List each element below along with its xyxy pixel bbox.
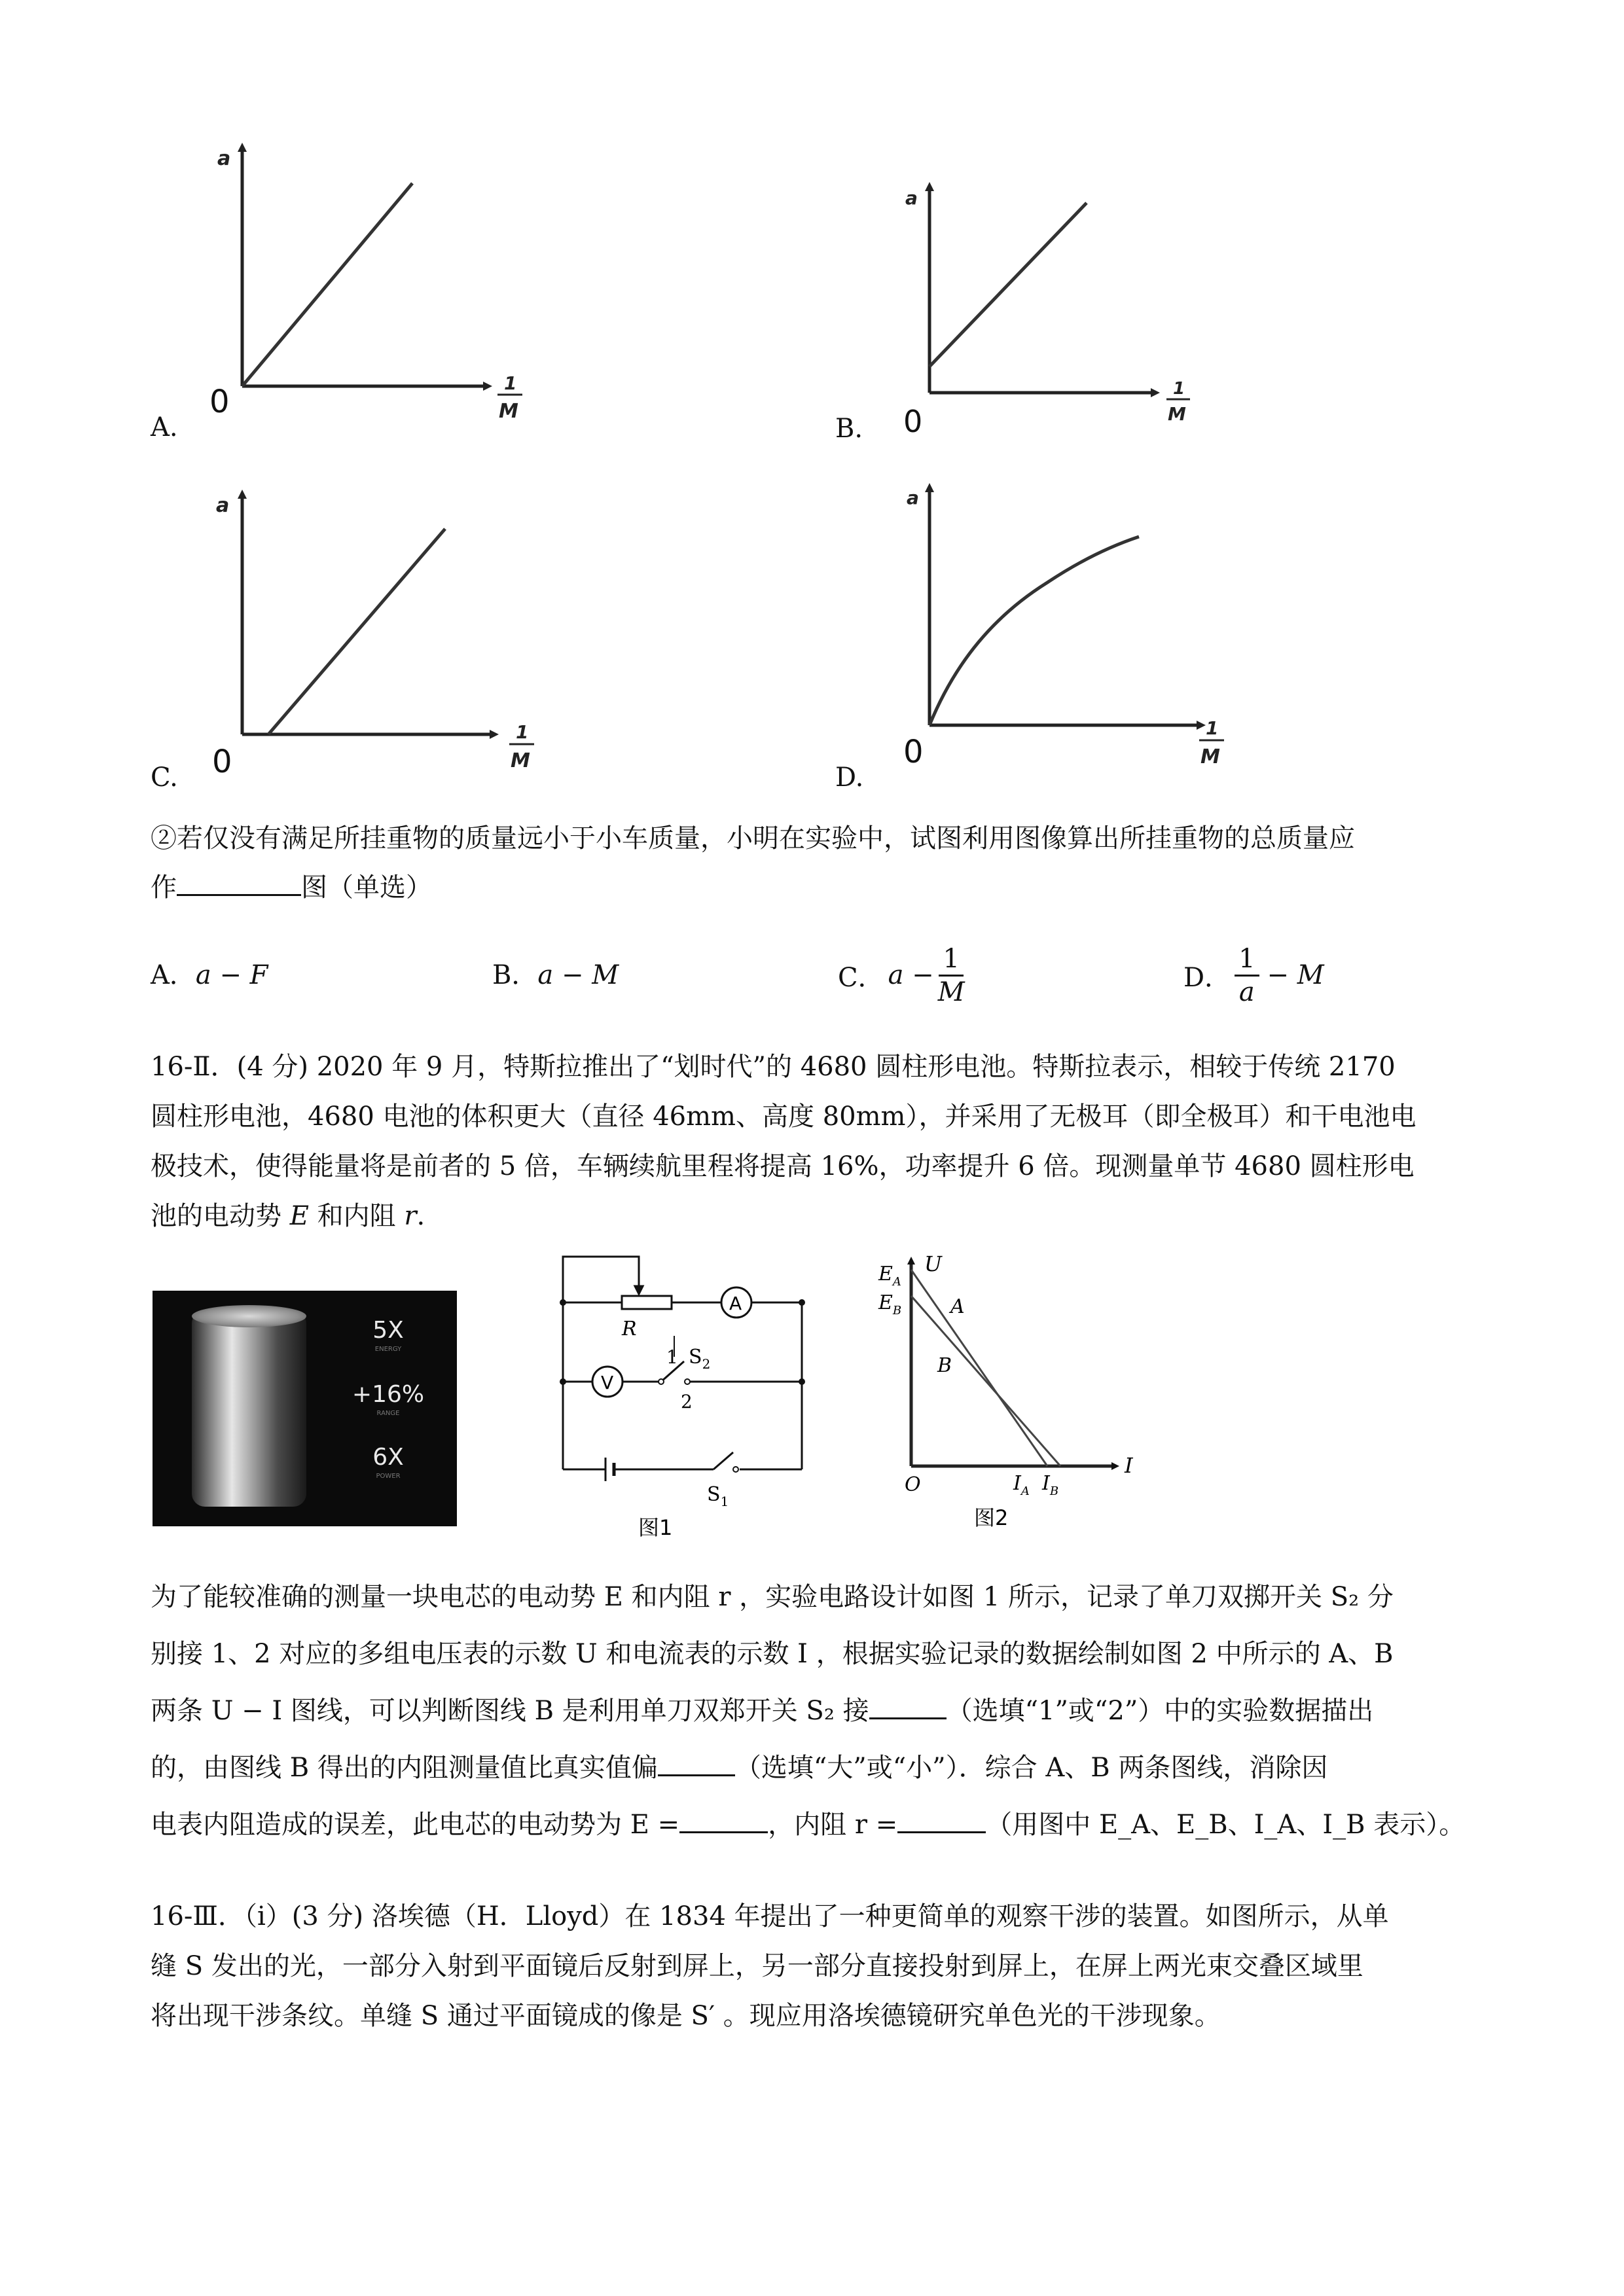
battery-stat-power: 6X: [372, 1444, 404, 1471]
q2-option-d-den: a: [1238, 977, 1255, 1007]
graph-b-plot: [831, 177, 1224, 452]
graph-a-plot: [144, 137, 537, 445]
fig2-line-A-label: A: [950, 1295, 965, 1318]
p16-2-line4-c: .: [416, 1201, 425, 1231]
fig1-contact-1: 1: [666, 1346, 678, 1368]
fig1-ammeter-label: A: [729, 1293, 742, 1314]
graph-c-x-num: 1: [516, 721, 529, 743]
graph-a-x-num: 1: [504, 372, 517, 394]
battery-sub-range: RANGE: [376, 1410, 400, 1417]
q2-option-b-expr: a − M: [537, 960, 619, 990]
para2-line5-c: （用图中 E_A、E_B、I_A、I_B 表示）。: [986, 1810, 1466, 1840]
q2-option-c-fraction: [938, 943, 965, 1008]
para2-line1: 为了能较准确的测量一块电芯的电动势 E 和内阻 r ，实验电路设计如图 1 所示，记录了单刀双掷开关 S₂ 分: [151, 1582, 1394, 1612]
para2-line4-b: （选填“大”或“小”）．综合 A、B 两条图线，消除因: [734, 1753, 1328, 1783]
graph-d-x-num: 1: [1206, 717, 1219, 739]
fig2-EB-label: $E_B$: [878, 1291, 902, 1318]
q2-option-d-fraction: [1235, 943, 1259, 1008]
graph-a-origin: 0: [209, 384, 230, 420]
para2-line4-a: 的，由图线 B 得出的内阻测量值比真实值偏: [151, 1753, 658, 1783]
q2-line2-suffix: 图（单选）: [301, 872, 432, 903]
para2-line3-a: 两条 U − I 图线，可以判断图线 B 是利用单刀双郑开关 S₂ 接: [151, 1696, 869, 1726]
para2-line3-b: （选填“1”或“2”）中的实验数据描出: [946, 1696, 1374, 1726]
fig2-line-B-label: B: [937, 1354, 952, 1377]
battery-sub-energy: ENERGY: [374, 1346, 402, 1353]
q2-answer-blank[interactable]: [177, 868, 301, 896]
p16-2-line4-b: 和内阻: [308, 1201, 405, 1231]
graph-b: [831, 177, 1224, 452]
graph-c: [144, 484, 550, 798]
fig1-S2-label: $S_2$: [689, 1346, 711, 1372]
graph-c-origin: 0: [212, 744, 232, 780]
fig2-I-label: I: [1125, 1453, 1133, 1478]
fig2-EA-label: $E_A$: [878, 1263, 901, 1289]
p16-3-line2: 缝 S 发出的光，一部分入射到平面镜后反射到屏上，另一部分直接投射到屏上，在屏上两光束交叠区域里: [151, 1951, 1363, 1981]
figure-1-svg: [550, 1253, 825, 1541]
p16-2-line3: 极技术，使得能量将是前者的 5 倍，车辆续航里程将提高 16%，功率提升 6 倍。现测量单节 4680 圆柱形电: [151, 1151, 1415, 1181]
figure-2-graph: [864, 1244, 1152, 1545]
q2-option-c-pre: a −: [888, 960, 934, 990]
fig2-U-label: U: [924, 1251, 942, 1276]
battery-sub-power: POWER: [376, 1473, 401, 1480]
option-label-c: C.: [151, 762, 178, 793]
para2-line2: 别接 1、2 对应的多组电压表的示数 U 和电流表的示数 I ，根据实验记录的数据绘制如图 2 中所示的 A、B: [151, 1639, 1394, 1669]
graph-c-x-den: M: [511, 749, 530, 772]
fig1-R-label: R: [622, 1318, 637, 1340]
q2-option-c-label: C．: [838, 962, 884, 993]
graph-a: [144, 137, 537, 445]
para2-line3: [151, 1686, 1373, 1736]
fig2-caption: 图2: [974, 1505, 1009, 1530]
option-label-a: A.: [151, 412, 178, 442]
fig2-IA-label: $I_A$: [1013, 1472, 1030, 1498]
graph-c-y-label: a: [216, 494, 230, 517]
q2-option-a-label: A．: [151, 960, 196, 990]
q2-option-b: [492, 950, 619, 1000]
figure-2-svg: [864, 1244, 1152, 1545]
p16-3-line1: 16-Ⅲ．（ⅰ）(3 分) 洛埃德（H．Lloyd）在 1834 年提出了一种更简单的观察干涉的装置。如图所示，从单: [151, 1901, 1389, 1931]
q2-option-d-post: − M: [1267, 960, 1324, 990]
option-label-b: B.: [835, 414, 863, 444]
fig2-O-label: O: [905, 1473, 921, 1496]
graph-d-x-den: M: [1200, 745, 1220, 768]
battery-image: [153, 1291, 457, 1526]
battery-cell: [192, 1310, 306, 1507]
q2-line2-prefix: 作: [151, 872, 177, 903]
p16-2-line4: [151, 1191, 425, 1241]
graph-b-x-num: 1: [1173, 379, 1185, 399]
option-label-d: D.: [835, 762, 864, 793]
blank-emf[interactable]: [679, 1805, 768, 1833]
battery-cell-top: [192, 1305, 306, 1327]
p16-2-line1: 16-Ⅱ．(4 分) 2020 年 9 月，特斯拉推出了“划时代”的 4680 圆柱形电池。特斯拉表示，相较于传统 2170: [151, 1052, 1396, 1082]
graph-a-x-den: M: [499, 400, 518, 423]
fig1-caption: 图1: [638, 1515, 673, 1540]
fig2-IB-label: $I_B$: [1042, 1472, 1059, 1498]
blank-bias-direction[interactable]: [658, 1748, 735, 1776]
fig1-voltmeter-label: V: [601, 1372, 614, 1393]
fig1-contact-2: 2: [681, 1391, 693, 1412]
graph-b-x-den: M: [1168, 403, 1186, 425]
para2-line5-a: 电表内阻造成的误差，此电芯的电动势为 E =: [151, 1810, 680, 1840]
q2-line2: [151, 863, 432, 912]
q2-option-d-num: 1: [1235, 943, 1259, 977]
blank-s2-position[interactable]: [869, 1691, 947, 1719]
graph-d-origin: 0: [903, 734, 924, 770]
graph-d-plot: [831, 478, 1237, 798]
para2-line5-b: ，内阻 r =: [768, 1810, 898, 1840]
p16-3-line3: 将出现干涉条纹。单缝 S 通过平面镜成的像是 S′ 。现应用洛埃德镜研究单色光的干涉现象。: [151, 2001, 1221, 2031]
q2-line1: ②若仅没有满足所挂重物的质量远小于小车质量，小明在实验中，试图利用图像算出所挂重物的总质量应: [151, 823, 1355, 853]
p16-2-line2: 圆柱形电池，4680 电池的体积更大（直径 46mm、高度 80mm），并采用了无极耳（即全极耳）和干电池电: [151, 1102, 1416, 1132]
graph-b-y-label: a: [905, 187, 918, 209]
q2-option-c-num: 1: [939, 943, 963, 977]
q2-option-a: [151, 950, 268, 1000]
battery-stat-range: +16%: [352, 1381, 425, 1408]
p16-2-line4-r: r: [404, 1201, 417, 1231]
graph-d-y-label: a: [907, 487, 919, 509]
graph-d: [831, 478, 1237, 798]
q2-option-c: [838, 936, 969, 1014]
q2-option-b-label: B．: [492, 960, 538, 990]
para2-line5: [151, 1800, 1465, 1850]
p16-2-line4-a: 池的电动势: [151, 1201, 290, 1231]
graph-a-y-label: a: [217, 147, 231, 170]
q2-option-c-den: M: [937, 977, 965, 1007]
graph-c-plot: [144, 484, 550, 798]
para2-line4: [151, 1743, 1327, 1793]
graph-b-origin: 0: [903, 404, 923, 439]
q2-option-d: [1183, 936, 1324, 1014]
blank-internal-resistance[interactable]: [897, 1805, 986, 1833]
fig1-S1-label: $S_1$: [707, 1483, 729, 1509]
figure-1-circuit: [550, 1253, 825, 1541]
battery-stat-energy: 5X: [372, 1317, 404, 1344]
q2-option-a-expr: a − F: [195, 960, 268, 990]
q2-option-d-label: D．: [1183, 962, 1231, 993]
p16-2-line4-E: E: [289, 1201, 309, 1231]
